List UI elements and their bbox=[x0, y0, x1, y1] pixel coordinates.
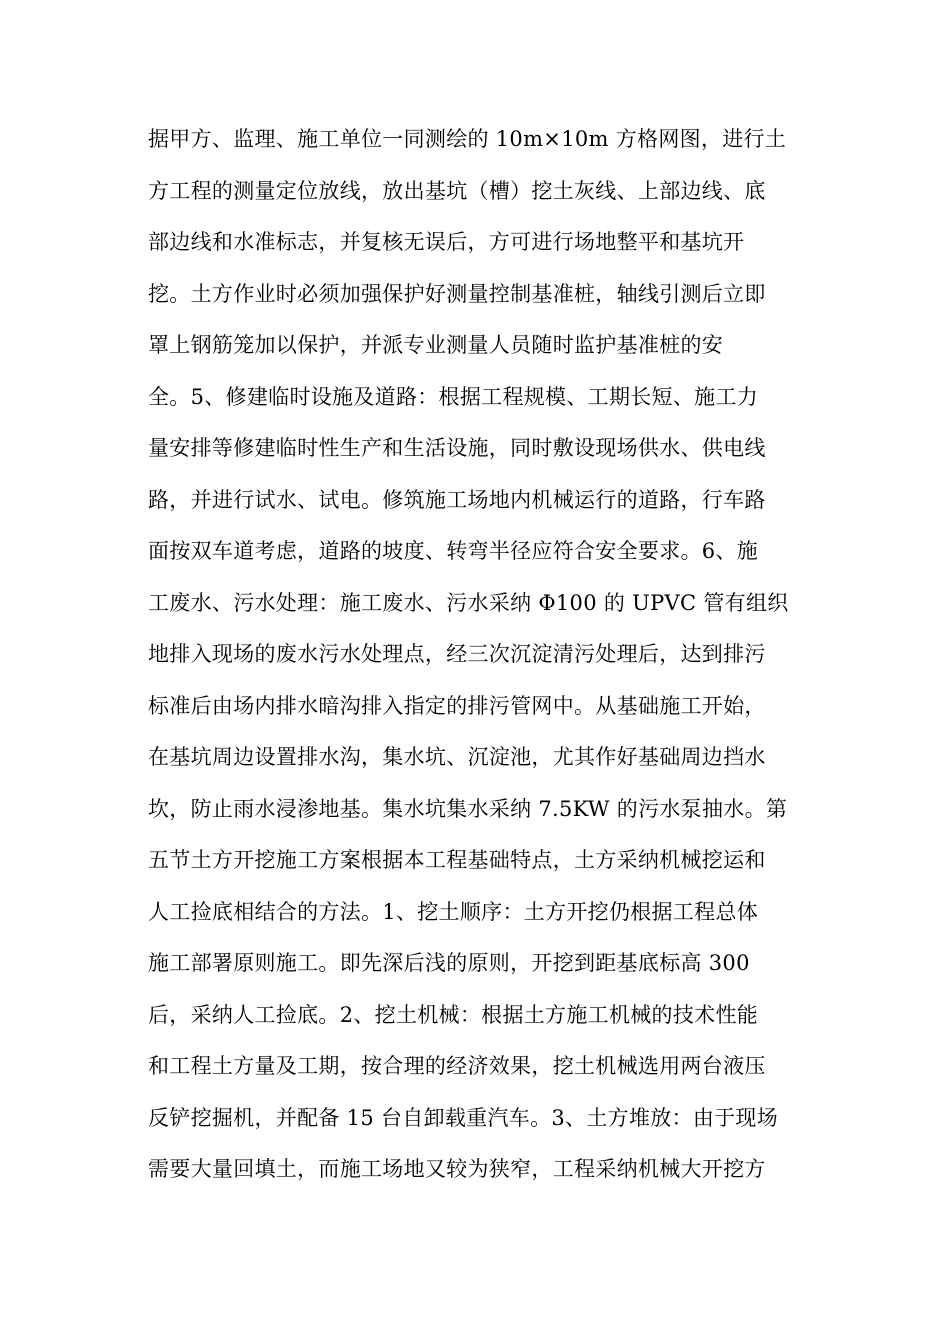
text-line-11: 地排入现场的废水污水处理点，经三次沉淀清污处理后，达到排污 bbox=[148, 642, 766, 666]
text-line-15: 五节土方开挖施工方案根据本工程基础特点，土方采纳机械挖运和 bbox=[148, 848, 766, 872]
text-line-5: 罩上钢筋笼加以保护，并派专业测量人员随时监护基准桩的安 bbox=[148, 333, 724, 357]
text-line-16: 人工捡底相结合的方法。1、挖土顺序：土方开挖仍根据工程总体 bbox=[148, 899, 759, 924]
text-line-13: 在基坑周边设置排水沟，集水坑、沉淀池，尤其作好基础周边挡水 bbox=[148, 745, 766, 769]
text-line-19: 和工程土方量及工期，按合理的经济效果，挖土机械选用两台液压 bbox=[148, 1054, 766, 1078]
text-line-10: 工废水、污水处理：施工废水、污水采纳 Φ100 的 UPVC 管有组织 bbox=[148, 590, 789, 615]
text-line-8: 路，并进行试水、试电。修筑施工场地内机械运行的道路，行车路 bbox=[148, 487, 766, 512]
text-line-7: 量安排等修建临时性生产和生活设施，同时敷设现场供水、供电线 bbox=[148, 436, 766, 460]
text-line-14: 坎，防止雨水浸渗地基。集水坑集水采纳 7.5KW 的污水泵抽水。第 bbox=[148, 796, 788, 821]
text-line-1: 据甲方、监理、施工单位一同测绘的 10m×10m 方格网图，进行土 bbox=[148, 127, 787, 151]
text-line-2: 方工程的测量定位放线，放出基坑（槽）挖土灰线、上部边线、底 bbox=[148, 178, 766, 203]
text-line-18: 后，采纳人工捡底。2、挖土机械：根据土方施工机械的技术性能 bbox=[148, 1002, 759, 1027]
text-line-20: 反铲挖掘机，并配备 15 台自卸载重汽车。3、土方堆放：由于现场 bbox=[148, 1105, 779, 1130]
text-line-6: 全。5、修建临时设施及道路：根据工程规模、工期长短、施工力 bbox=[148, 384, 759, 409]
text-line-4: 挖。土方作业时必须加强保护好测量控制基准桩，轴线引测后立即 bbox=[148, 281, 766, 306]
body-text bbox=[148, 118, 808, 1200]
text-line-21: 需要大量回填土，而施工场地又较为狭窄，工程采纳机械大开挖方 bbox=[148, 1157, 766, 1181]
text-line-3: 部边线和水准标志，并复核无误后，方可进行场地整平和基坑开 bbox=[148, 230, 745, 254]
text-line-9: 面按双车道考虑，道路的坡度、转弯半径应符合安全要求。6、施 bbox=[148, 539, 759, 563]
text-line-12: 标准后由场内排水暗沟排入指定的排污管网中。从基础施工开始， bbox=[148, 693, 766, 718]
text-line-17: 施工部署原则施工。即先深后浅的原则，开挖到距基底标高 300 bbox=[148, 951, 750, 975]
